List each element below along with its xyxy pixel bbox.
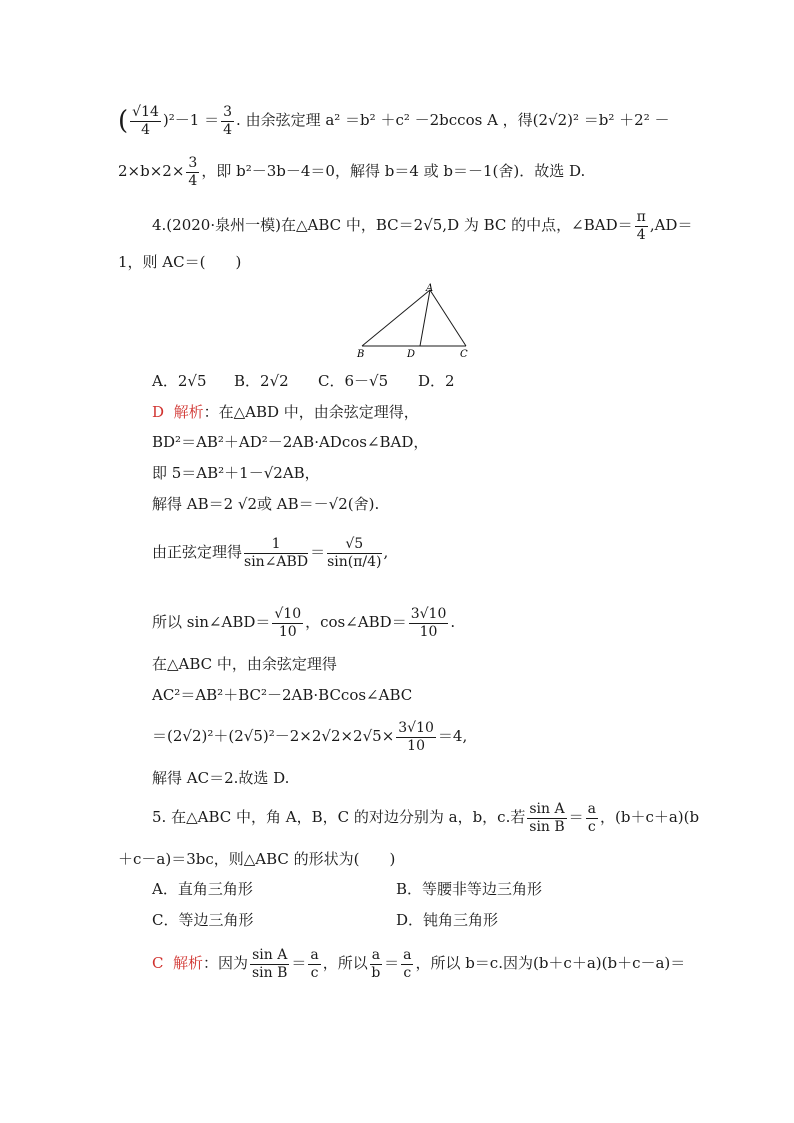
q4-solution-line-3: 即 5＝AB²＋1－√2AB， [152,464,320,482]
q5-sol-frac-a-over-c-b: $\frac{a}{c}$ [403,946,412,981]
q4-frac-3sqrt10-over-10-b: $\frac{3√10}{10}$ [398,719,434,754]
q4-answer: D [152,403,165,421]
side-ac [430,290,466,346]
q4-stem-line-2: 1，则 AC＝( ) [118,253,242,271]
label-a: A [426,283,434,294]
q4-solution-line-10: 解得 AC＝2.故选 D. [152,769,290,787]
q4-option-d[interactable]: D．2 [418,372,455,390]
q4-triangle-figure [354,282,484,362]
side-ab [362,290,430,346]
q5-stem-line-1: 5. 在△ABC 中，角 A，B，C 的对边分别为 a，b，c.若 $\frac{\text{sin A}}{\text{sin B}}$ ＝ $\frac{a}{c}$ ，(b＋c＋a)(b [152,800,700,835]
q5-option-d[interactable]: D．钝角三角形 [396,911,499,929]
q4-frac-3sqrt10-over-10: $\frac{3√10}{10}$ [410,605,447,640]
q4-stem-line-1: 4.(2020·泉州一模)在△ABC 中，BC＝2√5,D 为 BC 的中点，∠BAD＝ $\frac{\pi}{4}$ ,AD＝ [152,208,693,243]
q5-answer: C [152,954,164,972]
q4-option-a[interactable]: A．2√5 [152,372,207,390]
q4-solution-line-8: AC²＝AB²＋BC²－2AB·BCcos∠ABC [152,686,413,704]
q5-solution-line-1: C 解析：因为 $\frac{\text{sin A}}{\text{sin B}}$ ＝ $\frac{a}{c}$ ，所以 $\frac{a}{b}$ ＝ $\frac{a}{c}$ ，所以 b＝c.因为(b＋c＋a)(b＋c－a)＝ [152,946,686,981]
q4-solution-line-9: ＝(2√2)²＋(2√5)²－2×2√2×2√5× $\frac{3√10}{10}$ ＝4, [152,719,468,754]
prev-fraction-3-over-4: $\frac{3}{4}$ [223,103,233,138]
q5-solution-head: 解析 [173,954,204,972]
q4-solution-line-7: 在△ABC 中，由余弦定理得 [152,655,337,673]
q4-option-c[interactable]: C．6－√5 [318,372,389,390]
q5-option-a[interactable]: A．直角三角形 [152,880,253,898]
q5-option-c[interactable]: C．等边三角形 [152,911,254,929]
q4-solution-line-4: 解得 AB＝2 √2或 AB＝－√2(舍). [152,495,380,513]
q5-sol-frac-sinA-over-sinB: $\frac{\text{sin A}}{\text{sin B}}$ [251,946,288,981]
label-b: B [357,349,365,360]
segment-ad [420,290,430,346]
q4-frac-1-over-sin-abd: $\frac{1}{\text{sin∠ABD}}$ [244,535,309,570]
q4-solution-line-6: 所以 sin∠ABD＝ $\frac{√10}{10}$ ，cos∠ABD＝ $\frac{3√10}{10}$ . [152,605,456,640]
q4-solution-line-2: BD²＝AB²＋AD²－2AB·ADcos∠BAD， [152,433,429,451]
q4-solution-head: 解析 [173,403,204,421]
q4-frac-sqrt10-over-10: $\frac{√10}{10}$ [274,605,302,640]
prev-line-2: 2×b×2× $\frac{3}{4}$ ，即 b²－3b－4＝0，解得 b＝4 或 b＝－1(舍)．故选 D. [118,154,586,189]
q5-sol-frac-a-over-b: $\frac{a}{b}$ [371,946,381,981]
prev-fraction-sqrt14-over-4: $\frac{√14}{4}$ [132,103,159,138]
q4-solution-line-5: 由正弦定理得 $\frac{1}{\text{sin∠ABD}}$ ＝ $\frac{√5}{\sin(\pi/4)}$ , [152,535,389,570]
q4-option-b[interactable]: B．2√2 [234,372,289,390]
label-c: C [460,349,468,360]
label-d: D [407,349,416,360]
q5-stem-line-2: ＋c－a)＝3bc，则△ABC 的形状为( ) [118,850,396,868]
q4-frac-sqrt5-over-sin-pi4: $\frac{√5}{\sin(\pi/4)}$ [327,535,382,570]
q5-sol-frac-a-over-c: $\frac{a}{c}$ [310,946,319,981]
q4-fraction-pi-over-4: $\frac{\pi}{4}$ [636,208,646,243]
q4-solution-line-1: D 解析：在△ABD 中，由余弦定理得， [152,403,419,421]
q5-option-b[interactable]: B．等腰非等边三角形 [396,880,543,898]
q5-frac-sinA-over-sinB: $\frac{\text{sin A}}{\text{sin B}}$ [529,800,565,835]
prev-line-1: ( $\frac{√14}{4}$ )²－1 ＝ $\frac{3}{4}$ . 由余弦定理 a² ＝b² ＋c² －2bccos A ，得(2√2)² ＝b² ＋2² － [118,103,670,138]
q5-frac-a-over-c: $\frac{a}{c}$ [587,800,596,835]
prev-fraction-3-over-4-b: $\frac{3}{4}$ [188,154,198,189]
